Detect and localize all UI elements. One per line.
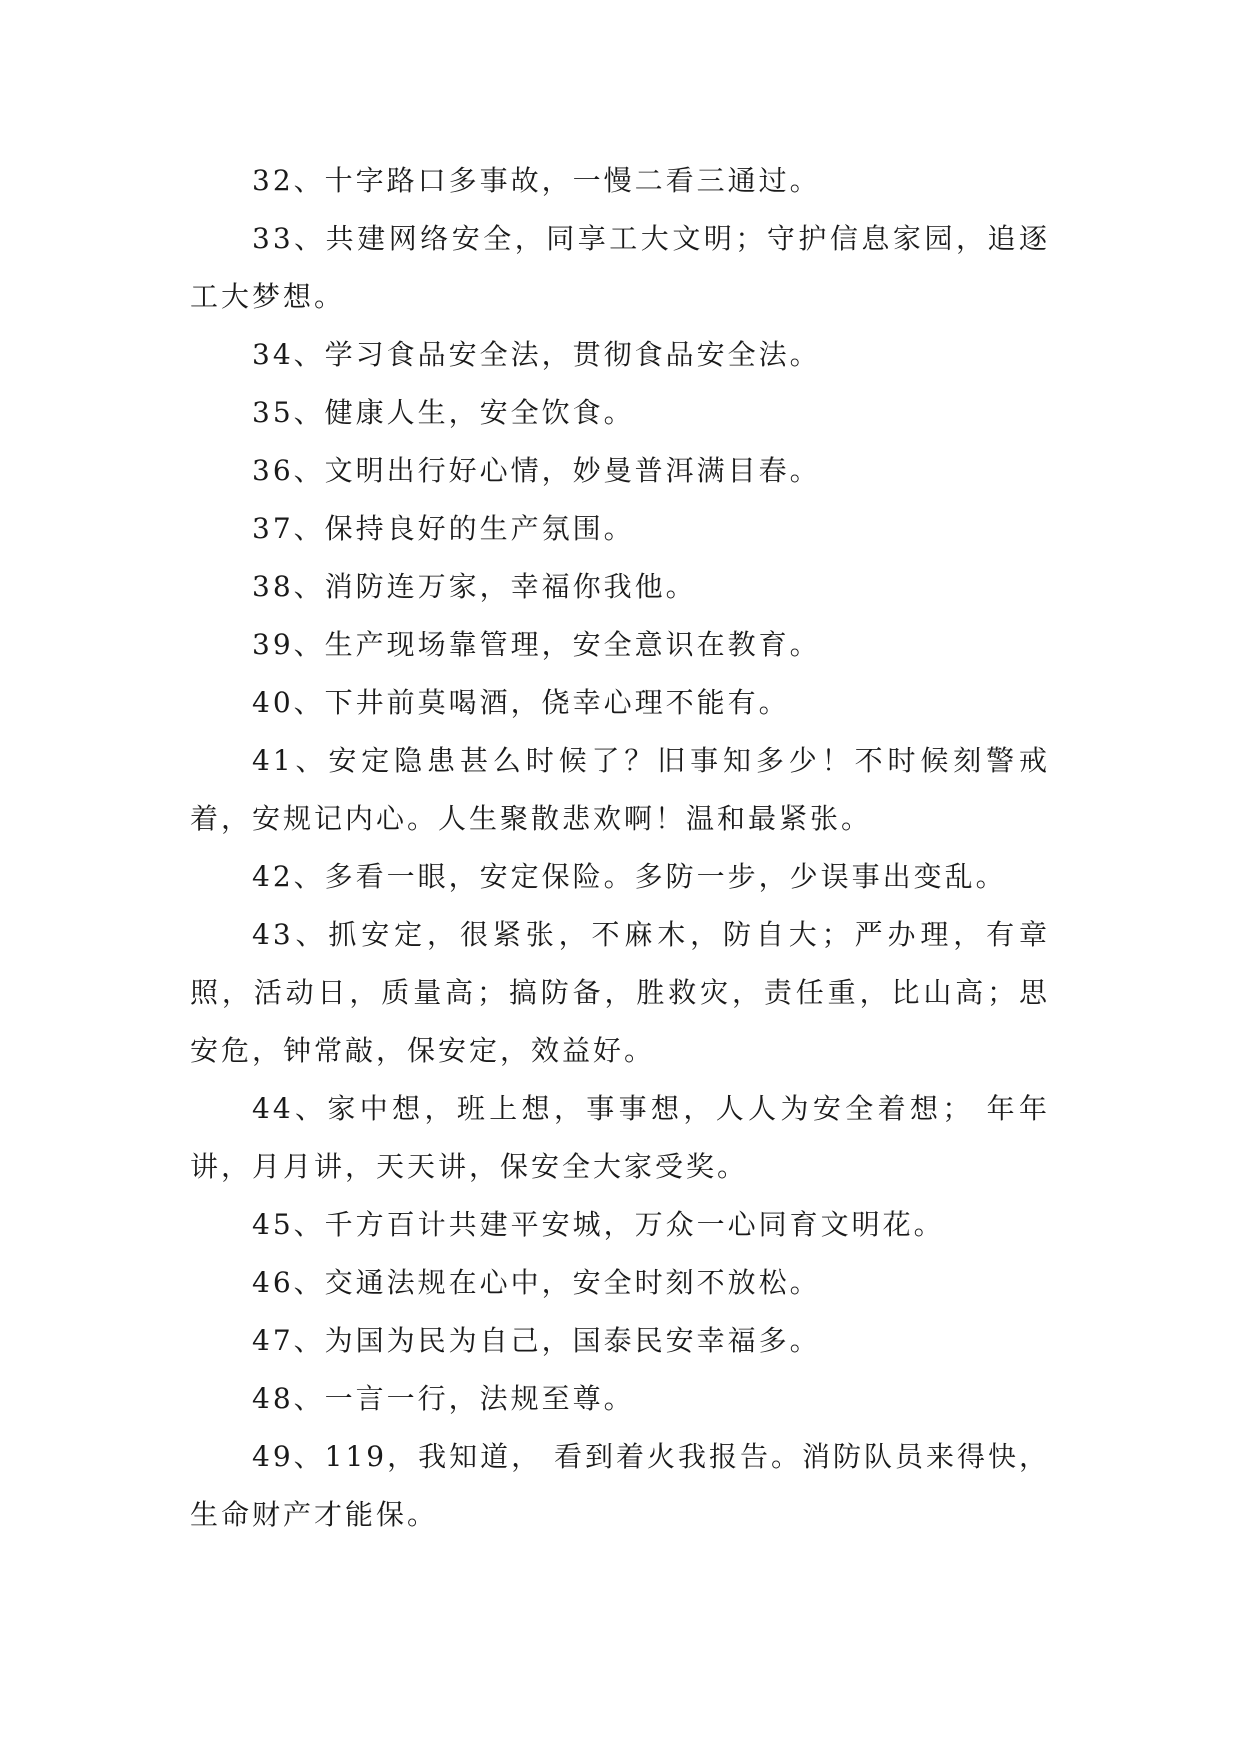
paragraph-39: 39、生产现场靠管理，安全意识在教育。 bbox=[252, 628, 821, 661]
paragraph-38: 38、消防连万家，幸福你我他。 bbox=[252, 570, 697, 603]
paragraph-42: 42、多看一眼，安定保险。多防一步，少误事出变乱。 bbox=[252, 860, 1007, 893]
paragraph-37: 37、保持良好的生产氛围。 bbox=[252, 512, 635, 545]
paragraph-45: 45、千方百计共建平安城，万众一心同育文明花。 bbox=[252, 1208, 945, 1241]
paragraph-48: 48、一言一行，法规至尊。 bbox=[252, 1382, 635, 1415]
paragraph-33: 33、共建网络安全，同享工大文明；守护信息家园，追逐工大梦想。 bbox=[190, 222, 1050, 313]
paragraph-46: 46、交通法规在心中，安全时刻不放松。 bbox=[252, 1266, 821, 1299]
paragraph-41: 41、安定隐患甚么时候了？旧事知多少！不时候刻警戒着，安规记内心。人生聚散悲欢啊！温和最紧张。 bbox=[190, 744, 1050, 835]
paragraph-47: 47、为国为民为自己，国泰民安幸福多。 bbox=[252, 1324, 821, 1357]
paragraph-40: 40、下井前莫喝酒，侥幸心理不能有。 bbox=[252, 686, 790, 719]
paragraph-32: 32、十字路口多事故，一慢二看三通过。 bbox=[252, 164, 821, 197]
paragraph-35: 35、健康人生，安全饮食。 bbox=[252, 396, 635, 429]
paragraph-34: 34、学习食品安全法，贯彻食品安全法。 bbox=[252, 338, 821, 371]
paragraph-44: 44、家中想，班上想，事事想，人人为安全着想； 年年讲，月月讲，天天讲，保安全大家受奖。 bbox=[190, 1092, 1050, 1183]
document-body bbox=[190, 152, 1050, 1544]
paragraph-43: 43、抓安定，很紧张，不麻木，防自大；严办理，有章照，活动日，质量高；搞防备，胜救灾，责任重，比山高；思安危，钟常敲，保安定，效益好。 bbox=[190, 918, 1050, 1067]
paragraph-49: 49、119，我知道， 看到着火我报告。消防队员来得快，生命财产才能保。 bbox=[190, 1440, 1050, 1531]
paragraph-36: 36、文明出行好心情，妙曼普洱满目春。 bbox=[252, 454, 821, 487]
